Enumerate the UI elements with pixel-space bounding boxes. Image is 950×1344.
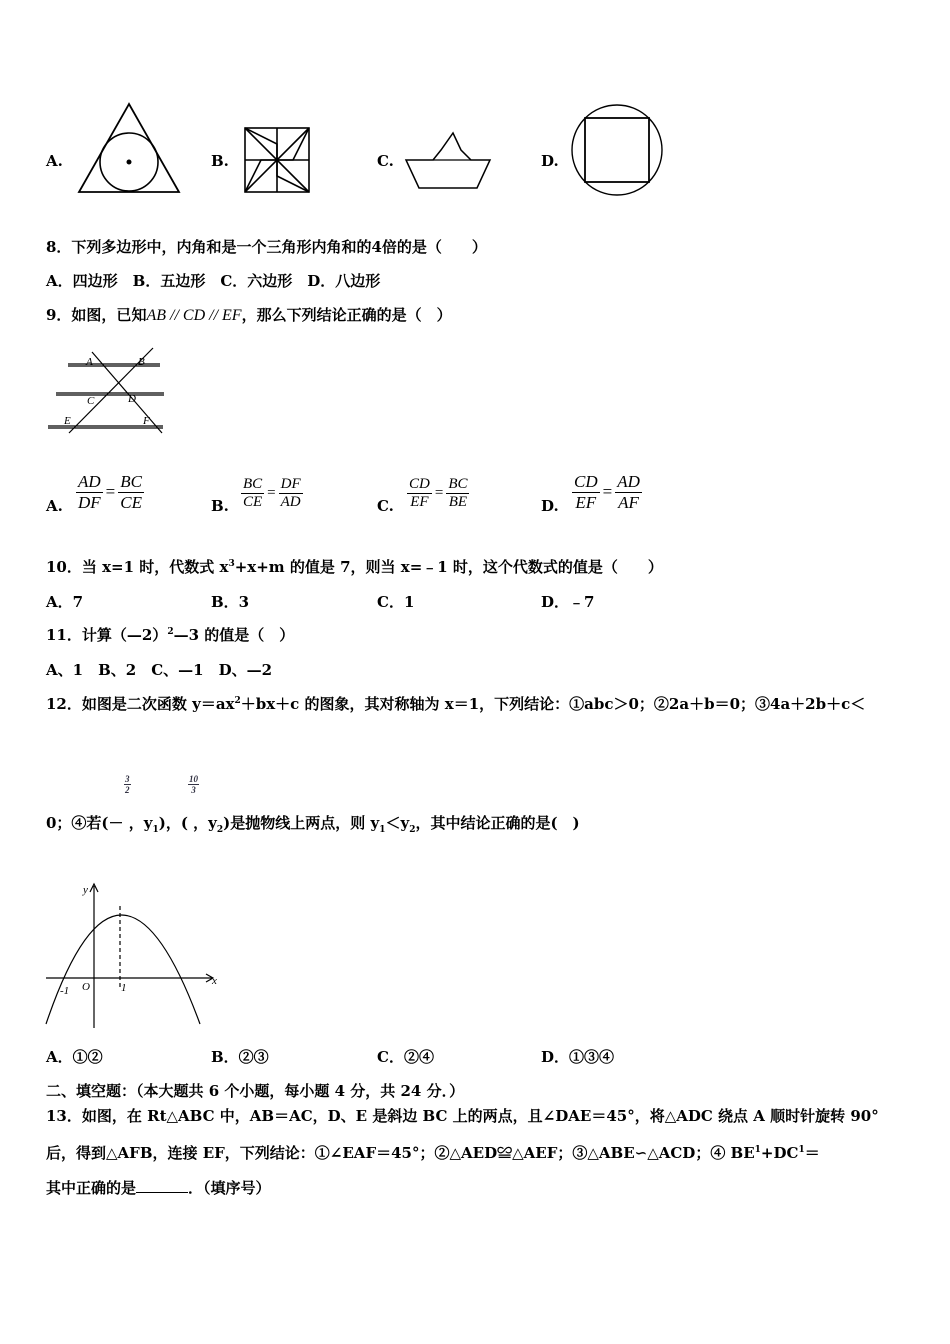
q11-stem: 11．计算（—2）$^2$—3 的值是（ ） xyxy=(46,626,295,644)
section-2-heading: 二、填空题：（本大题共 6 个小题，每小题 4 分，共 24 分．） xyxy=(46,1082,465,1100)
q9-label-e: E xyxy=(64,415,71,427)
circle-square-figure xyxy=(569,102,665,198)
q13-stem-line3: 其中正确的是 ．（填序号） xyxy=(46,1179,271,1197)
q9-label-d: D xyxy=(128,393,136,405)
q13-stem-line1: 13．如图，在 Rt△ABC 中，AB＝AC，D、E 是斜边 BC 上的两点，且∠DAE＝45°，将△ADC 绕点 A 顺时针旋转 90° xyxy=(46,1107,879,1125)
q12-option-d: D．①③④ xyxy=(541,1048,615,1066)
q9-option-a: $\frac{AD}{DF}$ = $\frac{BC}{CE}$ xyxy=(78,472,142,512)
q10-option-b: B．3 xyxy=(211,593,250,611)
q12-stem-line2: 0；④若(－ ，$y_1$)，( ，$y_2$)是抛物线上两点，则 $y_1<y_2$，其中结论正确的是( ) xyxy=(46,814,580,835)
q10-option-c: C．1 xyxy=(377,593,415,611)
q9-stem: 9．如图，已知AB // CD // EF，那么下列结论正确的是（ ） xyxy=(46,306,452,324)
q9-option-c-letter: C. xyxy=(377,497,394,515)
graph-neg1-label: -1 xyxy=(60,985,70,997)
graph-one-label: 1 xyxy=(121,982,127,994)
q7-option-b-letter: B. xyxy=(211,152,229,170)
parallel-lines-figure xyxy=(46,340,166,434)
q9-stem-math: AB // CD // EF xyxy=(146,307,242,324)
q10-stem: 10．当 x=1 时，代数式 $x^3+x+m$ 的值是 7，则当 x=﹣1 时，这个代数式的值是（ ） xyxy=(46,558,663,576)
triangle-circle-figure xyxy=(76,100,182,196)
paper-boat-figure xyxy=(403,130,493,192)
q9-option-b-letter: B. xyxy=(211,497,229,515)
q7-option-d-letter: D. xyxy=(541,152,559,170)
q9-option-d: $\frac{CD}{EF}$ = $\frac{AD}{AF}$ xyxy=(574,472,640,512)
q12-fraction-three-halves: 3 2 xyxy=(125,774,130,795)
q12-option-a: A．①② xyxy=(46,1048,103,1066)
parabola-graph xyxy=(40,880,222,1032)
q12-option-b: B．②③ xyxy=(211,1048,269,1066)
q12-option-c: C．②④ xyxy=(377,1048,434,1066)
q9-label-a: A xyxy=(86,356,93,368)
q8-options: A．四边形 B．五边形 C．六边形 D．八边形 xyxy=(46,272,381,290)
q13-stem-line2: 后，得到△AFB，连接 EF，下列结论：①∠EAF＝45°；②△AED≌△AEF；③△ABE∽△ACD；④ $BE^1+DC^1=$ xyxy=(46,1144,820,1162)
q9-option-b: $\frac{BC}{CE}$ = $\frac{DF}{AD}$ xyxy=(243,476,301,511)
q12-stem: 12．如图是二次函数 $y=ax^2+bx+c$ 的图象，其对称轴为 x＝1，下列结论：①abc＞0；②2a＋b＝0；③4a＋2b＋c＜ xyxy=(46,695,866,713)
q13-answer-blank[interactable] xyxy=(136,1178,188,1193)
q9-option-d-letter: D. xyxy=(541,497,559,515)
q11-options: A、1 B、2 C、—1 D、—2 xyxy=(46,661,273,679)
q9-option-c: $\frac{CD}{EF}$ = $\frac{BC}{BE}$ xyxy=(409,476,468,511)
q9-label-c: C xyxy=(87,395,95,407)
q10-option-a: A．7 xyxy=(46,593,84,611)
graph-y-label: y xyxy=(83,884,88,896)
q8-stem: 8．下列多边形中，内角和是一个三角形内角和的4倍的是（ ） xyxy=(46,238,487,256)
q12-fraction-ten-thirds: 10 3 xyxy=(189,774,198,795)
q9-label-b: B xyxy=(138,356,145,368)
q7-option-a-letter: A. xyxy=(46,152,63,170)
graph-x-label: x xyxy=(212,975,217,987)
pinwheel-figure xyxy=(241,124,313,196)
q10-option-d: D．﹣7 xyxy=(541,593,595,611)
graph-origin-label: O xyxy=(82,981,90,993)
q9-option-a-letter: A. xyxy=(46,497,63,515)
q9-label-f: F xyxy=(143,415,150,427)
q7-option-c-letter: C. xyxy=(377,152,394,170)
